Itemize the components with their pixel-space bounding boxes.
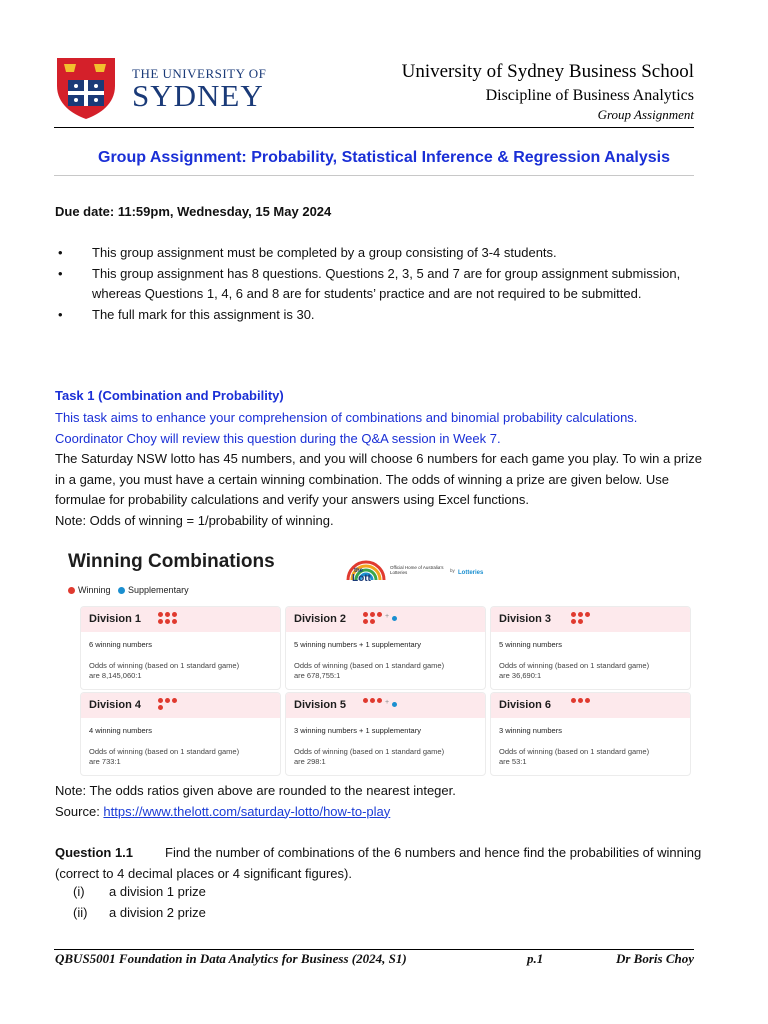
task-intro: This task aims to enhance your comprehension of combinations and binomial probability calculations. Coordinator Choy will review this question during the Q&A session in Week 7. <box>55 410 638 446</box>
page-title: Group Assignment: Probability, Statistical Inference & Regression Analysis <box>98 149 670 166</box>
graphic-title: Winning Combinations <box>68 551 275 572</box>
winning-number-dot <box>571 619 576 624</box>
division-name: Division 6 <box>499 699 551 711</box>
division-name: Division 1 <box>89 613 141 625</box>
plus-icon: + <box>385 613 390 620</box>
winning-number-dot <box>172 612 177 617</box>
division-card <box>285 606 486 690</box>
list-item: • This group assignment must be completed by a group consisting of 3-4 students. <box>55 243 695 264</box>
supplementary-dot-icon <box>118 587 125 594</box>
division-odds: Odds of winning (based on 1 standard game) are 678,755:1 <box>294 661 445 680</box>
winning-number-dot <box>571 612 576 617</box>
logo-text-line2: SYDNEY <box>132 78 264 113</box>
division-name: Division 2 <box>294 613 346 625</box>
division-odds: Odds of winning (based on 1 standard game) are 298:1 <box>294 747 445 766</box>
winning-combinations-graphic <box>58 548 698 776</box>
division-card-header <box>491 607 690 632</box>
document-type: Group Assignment <box>597 107 694 122</box>
winning-number-dot <box>571 698 576 703</box>
instructions-list <box>55 243 695 325</box>
division-odds: Odds of winning (based on 1 standard game) are 53:1 <box>499 747 650 766</box>
winning-number-dot <box>158 705 163 710</box>
school-name: University of Sydney Business School <box>401 61 694 82</box>
winning-number-dot <box>370 612 375 617</box>
division-card <box>80 692 281 776</box>
winning-number-dot <box>158 698 163 703</box>
division-name: Division 4 <box>89 699 141 711</box>
winning-number-dot <box>172 619 177 624</box>
division-card-header <box>286 693 485 718</box>
division-name: Division 3 <box>499 613 551 625</box>
task-description: The Saturday NSW lotto has 45 numbers, and you will choose 6 numbers for each game you play. To win a prize in a game, you must have a certain winning combination. The odds of winning a prize are given below. Use formulae for probability calculations and verify your answers using Excel functions. Note: Odds of winning = 1/probability of winning. <box>55 451 702 528</box>
winning-number-dot <box>172 698 177 703</box>
division-card <box>80 606 281 690</box>
division-winning-desc: 3 winning numbers <box>499 726 562 735</box>
rounding-note: Note: The odds ratios given above are rounded to the nearest integer. <box>55 783 456 798</box>
winning-number-dot <box>158 612 163 617</box>
winning-number-dot <box>377 698 382 703</box>
list-item: • This group assignment has 8 questions. Questions 2, 3, 5 and 7 are for group assignment submission, whereas Questions 1, 4, 6 and 8 are for students’ practice and are not required to be submitted. <box>58 265 681 301</box>
graphic-legend: Winning Supplementary <box>68 585 189 595</box>
division-card <box>285 692 486 776</box>
discipline-name: Discipline of Business Analytics <box>485 87 694 104</box>
the-lott-logo: the Lott Official Home of Australia's Lotteries by Lotteries <box>346 558 506 588</box>
question-1-1 <box>55 843 705 884</box>
footer-divider <box>54 949 694 950</box>
division-card-header <box>81 607 280 632</box>
division-card-header <box>491 693 690 718</box>
division-winning-desc: 5 winning numbers <box>499 640 562 649</box>
winning-dot-icon <box>68 587 75 594</box>
division-winning-desc: 5 winning numbers + 1 supplementary <box>294 640 421 649</box>
supplementary-number-dot <box>392 616 397 621</box>
division-winning-desc: 4 winning numbers <box>89 726 152 735</box>
winning-number-dot <box>578 698 583 703</box>
bullet-icon: • <box>58 245 63 260</box>
footer-author: Dr Boris Choy <box>615 951 694 966</box>
winning-number-dot <box>158 619 163 624</box>
division-name: Division 5 <box>294 699 346 711</box>
university-crest-icon <box>54 56 124 120</box>
source-link[interactable]: https://www.thelott.com/saturday-lotto/how-to-play <box>103 803 391 819</box>
note-section <box>55 781 456 822</box>
division-winning-desc: 3 winning numbers + 1 supplementary <box>294 726 421 735</box>
bullet-icon: • <box>58 265 63 281</box>
division-winning-desc: 6 winning numbers <box>89 640 152 649</box>
footer-page-number: p.1 <box>527 951 544 966</box>
division-card-header <box>286 607 485 632</box>
logo-text-line1: THE UNIVERSITY OF <box>132 66 267 81</box>
winning-number-dot <box>363 619 368 624</box>
list-item: • The full mark for this assignment is 30. <box>55 305 695 326</box>
winning-number-dot <box>585 612 590 617</box>
winning-number-dot <box>578 612 583 617</box>
winning-number-dot <box>165 698 170 703</box>
winning-number-dot <box>363 698 368 703</box>
winning-number-dot <box>585 698 590 703</box>
list-item: (ii) a division 2 prize <box>73 905 206 920</box>
winning-number-dot <box>578 619 583 624</box>
question-label: Question 1.1 <box>55 845 134 860</box>
winning-number-dot <box>165 612 170 617</box>
division-odds: Odds of winning (based on 1 standard game) are 36,690:1 <box>499 661 650 680</box>
footer-course: QBUS5001 Foundation in Data Analytics for Business (2024, S1) <box>55 951 407 966</box>
winning-number-dot <box>363 612 368 617</box>
plus-icon: + <box>385 699 390 706</box>
question-text: Find the number of combinations of the 6 numbers and hence find the probabilities of winning (correct to 4 decimal places or 4 significant figures). <box>55 845 702 881</box>
title-divider <box>54 175 694 176</box>
division-card <box>490 606 691 690</box>
division-card <box>490 692 691 776</box>
division-odds: Odds of winning (based on 1 standard game) are 733:1 <box>89 747 240 766</box>
winning-number-dot <box>165 619 170 624</box>
source-line: Source: https://www.thelott.com/saturday-lotto/how-to-play <box>55 803 391 819</box>
division-odds: Odds of winning (based on 1 standard game) are 8,145,060:1 <box>89 661 240 680</box>
bullet-icon: • <box>58 306 63 322</box>
winning-number-dot <box>370 619 375 624</box>
supplementary-number-dot <box>392 702 397 707</box>
winning-number-dot <box>370 698 375 703</box>
division-card-header <box>81 693 280 718</box>
list-item: (i) a division 1 prize <box>73 884 206 899</box>
due-date: Due date: 11:59pm, Wednesday, 15 May 2024 <box>55 204 332 219</box>
task-heading: Task 1 (Combination and Probability) <box>55 388 284 403</box>
winning-number-dot <box>377 612 382 617</box>
header-divider <box>54 127 694 128</box>
